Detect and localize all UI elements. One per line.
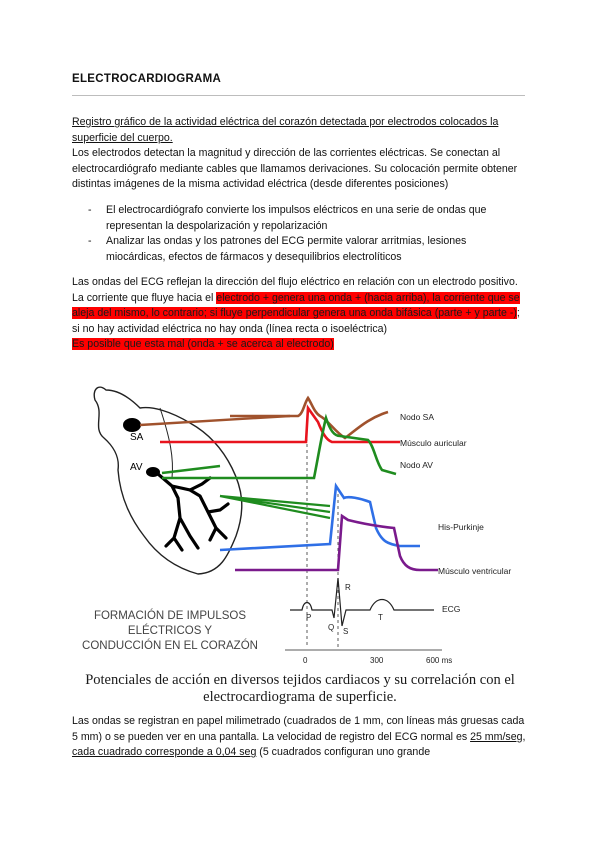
waves-text-2: ; si no hay actividad eléctrica no hay onda (línea recta o isoeléctrica) xyxy=(72,307,520,335)
figure-heading-line-1: FORMACIÓN DE IMPULSOS xyxy=(93,610,247,622)
ecg-p-label: P xyxy=(306,613,312,622)
label-ecg: ECG xyxy=(442,604,461,614)
av-fan-curves xyxy=(220,496,330,518)
waves-highlight: electrodo + genera una onda + (hacia arriba), la corriente que se aleja del mismo, lo contrario; si fluye perpendicular genera una onda bifásica (parte + y parte -) xyxy=(72,291,520,320)
his-purkinje-tree xyxy=(158,474,228,550)
sa-label: SA xyxy=(130,432,144,443)
ecg-trace xyxy=(290,578,434,626)
ecg-q-label: Q xyxy=(328,623,335,632)
time-tick-600: 600 ms xyxy=(426,656,453,665)
label-musculo-ventricular: Músculo ventricular xyxy=(438,566,512,576)
av-label: AV xyxy=(130,462,143,473)
his-purkinje-curve xyxy=(220,486,420,550)
figure-caption: Potenciales de acción en diversos tejidos cardiacos y su correlación con el electrocardiograma de superficie. xyxy=(85,672,515,705)
definition-paragraph xyxy=(72,115,527,146)
title-divider xyxy=(72,95,525,96)
paper-paragraph xyxy=(72,714,527,761)
intro-paragraph: Los electrodos detectan la magnitud y dirección de las corrientes eléctricas. Se conectan al electrocardiógrafo mediante cables que llamamos derivaciones. Su colocación permite obtener distintas imágenes de la misma actividad eléctrica (desde diferentes posiciones) xyxy=(72,147,518,191)
waves-paragraph xyxy=(72,275,527,353)
list-item xyxy=(88,203,518,234)
label-nodo-av: Nodo AV xyxy=(400,460,433,470)
paper-underlined: 25 mm/seg, cada cuadrado corresponde a 0,04 seg xyxy=(72,730,526,759)
ecg-t-label: T xyxy=(378,613,383,622)
figure-heading-line-2: ELÉCTRICOS Y xyxy=(127,625,213,637)
label-his-purkinje: His-Purkinje xyxy=(438,522,484,532)
note-highlight: Es posible que esta mal (onda + se acerca al electrodo) xyxy=(72,338,334,351)
page-title: ELECTROCARDIOGRAMA xyxy=(72,73,222,85)
bullet-text: Analizar las ondas y los patrones del ECG permite valorar arritmias, lesiones miocárdicas, efectos de fármacos y desequilibrios electrolíticos xyxy=(106,235,467,263)
ecg-r-label: R xyxy=(345,583,351,592)
av-connector xyxy=(162,466,220,473)
sa-node xyxy=(123,418,141,432)
label-nodo-sa: Nodo SA xyxy=(400,412,435,422)
label-musculo-auricular: Músculo auricular xyxy=(400,438,467,448)
bullet-dash: - xyxy=(88,204,92,216)
bullet-text: El electrocardiógrafo convierte los impulsos eléctricos en una serie de ondas que representan la despolarización y repolarización xyxy=(106,204,487,232)
ventricular-muscle-curve xyxy=(235,516,438,570)
action-potential-figure xyxy=(70,378,540,668)
time-tick-300: 300 xyxy=(370,656,384,665)
bullet-dash: - xyxy=(88,235,92,248)
time-tick-0: 0 xyxy=(303,656,308,665)
list-item xyxy=(88,234,518,265)
bullet-list xyxy=(88,203,518,265)
waves-text-1: Las ondas del ECG reflejan la dirección del flujo eléctrico en relación con un electrodo positivo. La corriente que fluye hacia el xyxy=(72,276,518,304)
figure-heading-line-3: CONDUCCIÓN EN EL CORAZÓN xyxy=(82,640,258,652)
paper-text-1: Las ondas se registran en papel milimetrado (cuadrados de 1 mm, con líneas más gruesas cada 5 mm) o se pueden ver en una pantalla. La velocidad de registro del ECG normal es xyxy=(72,715,525,743)
ecg-s-label: S xyxy=(343,627,349,636)
definition-text: Registro gráfico de la actividad eléctrica del corazón detectada por electrodos colocados la superficie del cuerpo. xyxy=(72,116,499,144)
paper-text-2: (5 cuadrados configuran uno grande xyxy=(256,746,431,759)
